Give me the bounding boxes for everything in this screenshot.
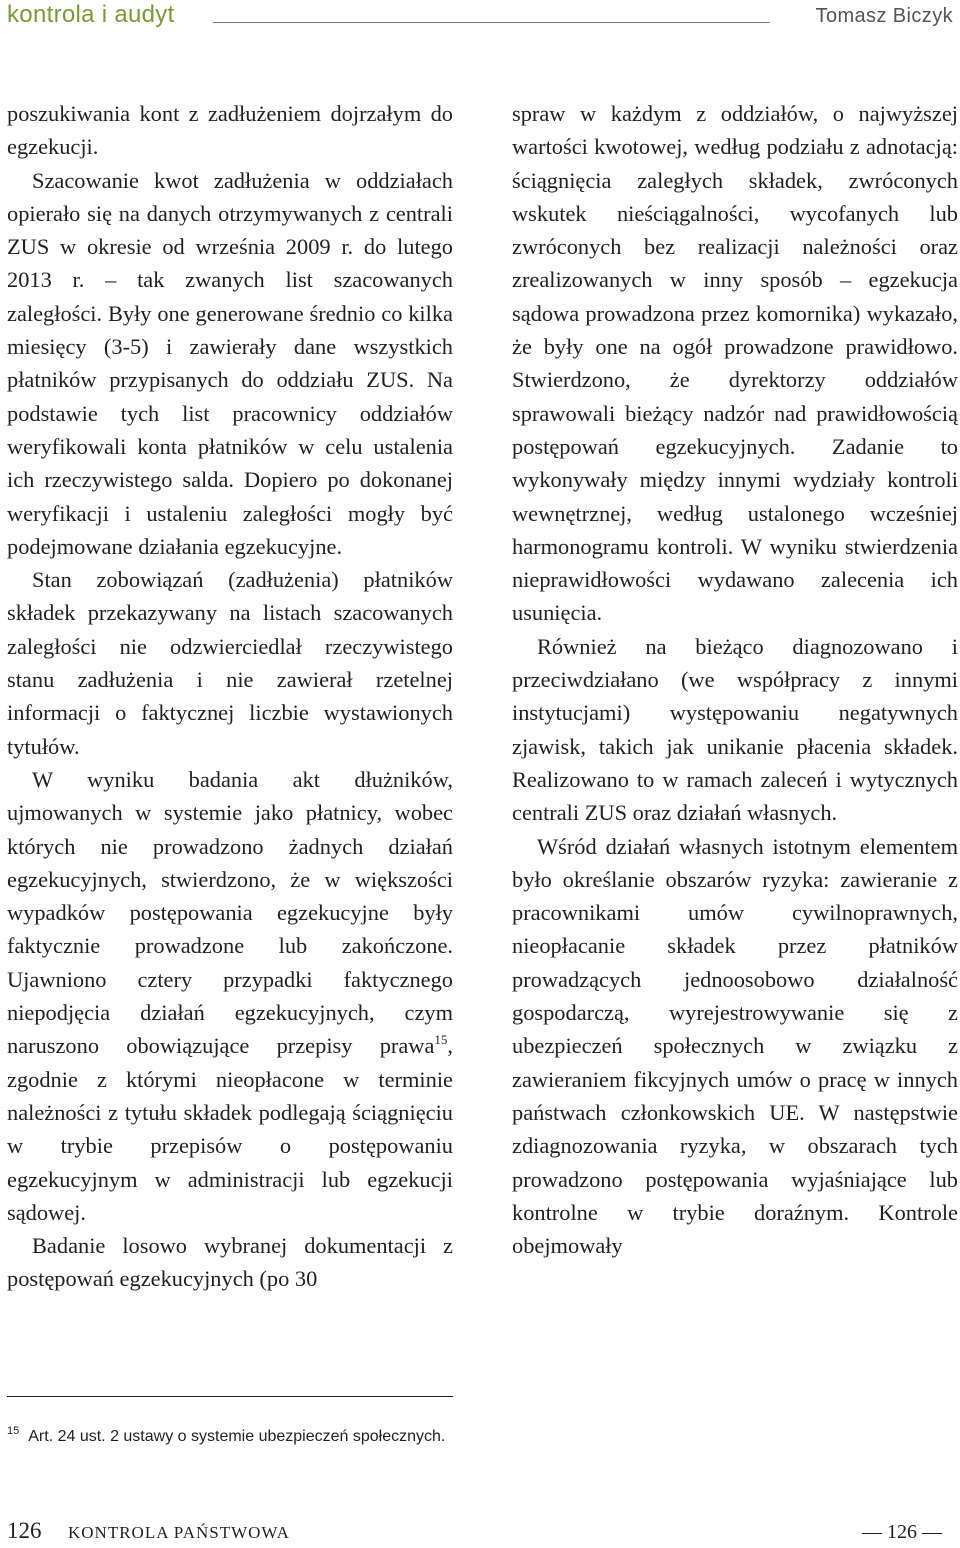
paragraph-text: W wyniku badania akt dłużników, ujmowanych w systemie jako płatnicy, wobec których nie prowadzono żadnych działań egzekucyjnych, stwierdzono, że w większości wypadków postępowania egzekucyjne były faktycznie prowadzone lub zakończone. Ujawniono cztery przypadki faktycznego niepodjęcia działań egzekucyjnych, czym naruszono obowiązujące przepisy prawa [7, 766, 453, 1059]
section-title: kontrola i audyt [7, 1, 175, 28]
page-marker: — 126 — [862, 1521, 942, 1543]
left-column [7, 97, 453, 1296]
paragraph-text: , zgodnie z którymi nieopłacone w terminie należności z tytułu składek podlegają ściągnięciu w trybie przepisów o postępowaniu egzekucyjnym w administracji lub egzekucji sądowej. [7, 1033, 453, 1225]
page-number: 126 [7, 1518, 42, 1543]
paragraph: Badanie losowo wybranej dokumentacji z postępowań egzekucyjnych (po 30 [7, 1233, 453, 1292]
author-name: Tomasz Biczyk [815, 5, 953, 27]
paragraph: Również na bieżąco diagnozowano i przeciwdziałano (we współpracy z innymi instytucjami) występowaniu negatywnych zjawisk, takich jak unikanie płacenia składek. Realizowano to w ramach zaleceń i wytycznych centrali ZUS oraz działań własnych. [512, 633, 958, 826]
journal-title: KONTROLA PAŃSTWOWA [68, 1523, 290, 1542]
paragraph: spraw w każdym z oddziałów, o najwyższej wartości kwotowej, według podziału z adnotacją: ściągnięcia zaległych składek, zwróconych wskutek nieściągalności, wycofanych lub zwróconych bez realizacji należności oraz zrealizowanych w inny sposób – egzekucja sądowa prowadzona przez komornika) wykazało, że były one na ogół prowadzone prawidłowo. Stwierdzono, że dyrektorzy oddziałów sprawowali bieżący nadzór nad prawidłowością postępowań egzekucyjnych. Zadanie to wykonywały między innymi wydziały kontroli wewnętrznej, według ustalonego wcześniej harmonogramu kontroli. W wyniku stwierdzenia nieprawidłowości wydawano zalecenia ich usunięcia. [512, 101, 958, 626]
paragraph: Stan zobowiązań (zadłużenia) płatników składek przekazywany na listach szacowanych zaległości nie odzwierciedlał rzeczywistego stanu zadłużenia i nie zawierał rzetelnej informacji o faktycznej liczbie wystawionych tytułów. [7, 567, 453, 759]
footnote [7, 1425, 446, 1446]
footnote-rule [7, 1396, 453, 1397]
paragraph: poszukiwania kont z zadłużeniem dojrzałym do egzekucji. [7, 101, 453, 160]
paragraph: Szacowanie kwot zadłużenia w oddziałach opierało się na danych otrzymywanych z centrali ZUS w okresie od września 2009 r. do lutego 2013 r. – tak zwanych list szacowanych zaległości. Były one generowane średnio co kilka miesięcy (3-5) i zawierały dane wszystkich płatników przypisanych do oddziału ZUS. Na podstawie tych list pracownicy oddziałów weryfikowali konta płatników w celu ustalenia ich rzeczywistego salda. Dopiero po dokonanej weryfikacji i ustaleniu zaległości mogły być podejmowane działania egzekucyjne. [7, 167, 453, 559]
paragraph: Wśród działań własnych istotnym elementem było określanie obszarów ryzyka: zawieranie z pracownikami umów cywilnoprawnych, nieopłacanie składek przez płatników prowadzących jednoosobowo działalność gospodarczą, wyrejestrowywanie się z ubezpieczeń społecznych w związku z zawieraniem fikcyjnych umów o pracę w innych państwach członkowskich UE. W następstwie zdiagnozowania ryzyka, w obszarach tych prowadzono postępowania wyjaśniające lub kontrolne w trybie doraźnym. Kontrole obejmowały [512, 833, 958, 1259]
footnote-reference: 15 [434, 1032, 448, 1048]
footnote-text: Art. 24 ust. 2 ustawy o systemie ubezpieczeń społecznych. [28, 1428, 446, 1445]
right-column [512, 97, 958, 1262]
page-footer [0, 1518, 960, 1548]
paragraph [7, 763, 453, 1229]
header-rule [213, 22, 770, 23]
footnote-number: 15 [7, 1425, 20, 1437]
page-header [0, 0, 960, 36]
